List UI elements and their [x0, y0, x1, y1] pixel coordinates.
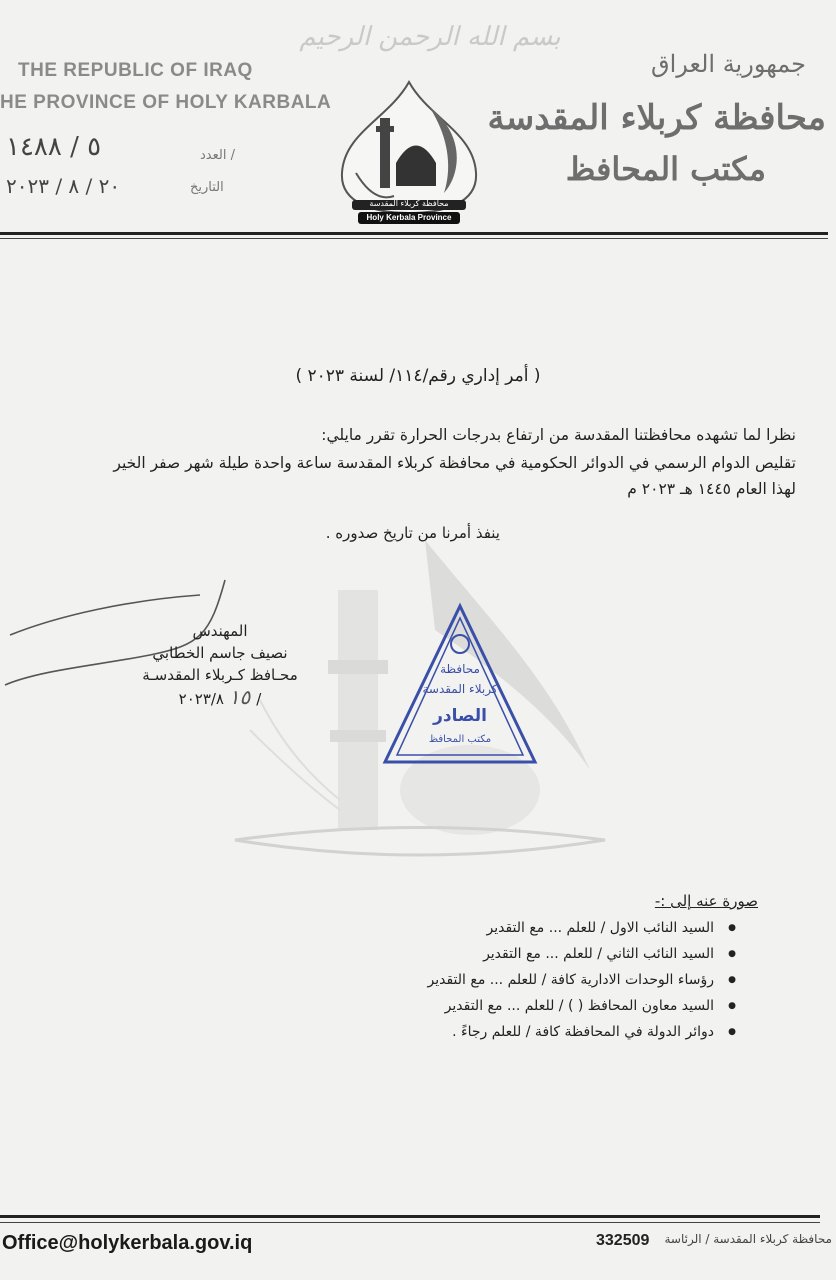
signatory-name: نصيف جاسم الخطابي: [152, 644, 288, 662]
official-stamp: [380, 600, 540, 770]
effective-clause: ينفذ أمرنا من تاريخ صدوره .: [325, 524, 500, 542]
header-province-en: HE PROVINCE OF HOLY KARBALA: [0, 92, 332, 113]
date-value: ٢٠ / ٨ / ٢٠٢٣: [6, 174, 121, 198]
date-label: التاريخ: [190, 180, 224, 195]
footer-email: Office@holykerbala.gov.iq: [2, 1232, 253, 1254]
order-title: ( أمر إداري رقم/١١٤/ لسنة ٢٠٢٣ ): [295, 366, 541, 386]
header-republic-ar: جمهورية العراق: [650, 50, 806, 78]
header-province-ar: محافظة كربلاء المقدسة: [487, 98, 826, 138]
footer-divider: [0, 1215, 820, 1218]
stamp-line2: كربلاء المقدسة: [422, 682, 498, 696]
header-divider: [0, 232, 828, 235]
stamp-line1: محافظة: [440, 662, 480, 676]
header-office-ar: مكتب المحافظ: [565, 150, 766, 188]
list-item: ● دوائر الدولة في المحافظة كافة / للعلم رجاءً .: [236, 1019, 736, 1045]
footer-divider-thin: [0, 1222, 820, 1223]
signature-block: [80, 620, 360, 710]
list-item: ● السيد النائب الاول / للعلم ... مع التقدير: [236, 915, 736, 941]
order-text-line1: تقليص الدوام الرسمي في الدوائر الحكومية في محافظة كربلاء المقدسة ساعة واحدة طيلة شهر صفر الخير: [113, 454, 796, 472]
signature-date: [80, 686, 360, 710]
signatory-title: المهندس: [192, 622, 248, 640]
signatory-position: محـافظ كـربلاء المقدسـة: [142, 666, 298, 684]
order-preamble: نظرا لما تشهده محافظتنا المقدسة من ارتفاع بدرجات الحرارة تقرر مايلي:: [321, 426, 796, 444]
stamp-line4: مكتب المحافظ: [428, 734, 492, 745]
number-label: العدد /: [200, 148, 235, 163]
bismillah-header: بسم الله الرحمن الرحيم: [299, 22, 561, 52]
signature-date-text: ٢٠٢٣/٨/: [178, 690, 262, 708]
header-republic-en: THE REPUBLIC OF IRAQ: [18, 60, 253, 81]
header-divider-thin: [0, 238, 828, 239]
province-logo: [334, 78, 484, 228]
list-item: ● السيد معاون المحافظ ( ) / للعلم ... مع التقدير: [236, 993, 736, 1019]
list-item: ● رؤساء الوحدات الادارية كافة / للعلم ... مع التقدير: [236, 967, 736, 993]
list-item: ● السيد النائب الثاني / للعلم ... مع التقدير: [236, 941, 736, 967]
order-text-line2: لهذا العام ١٤٤٥ هـ ٢٠٢٣ م: [627, 480, 796, 498]
logo-text-ar: محافظة كربلاء المقدسة: [369, 199, 449, 208]
footer-phone: 332509: [596, 1232, 650, 1249]
copies-title: صورة عنه إلى :-: [654, 892, 758, 910]
signature-date-day: ١٥: [228, 685, 251, 709]
footer-org-ar: محافظة كربلاء المقدسة / الرئاسة: [664, 1232, 832, 1246]
copies-list: [236, 915, 736, 1045]
logo-text-en: Holy Kerbala Province: [366, 213, 452, 222]
stamp-line3: الصادر: [433, 706, 487, 726]
number-value: ٥ / ١٤٨٨: [6, 132, 102, 162]
